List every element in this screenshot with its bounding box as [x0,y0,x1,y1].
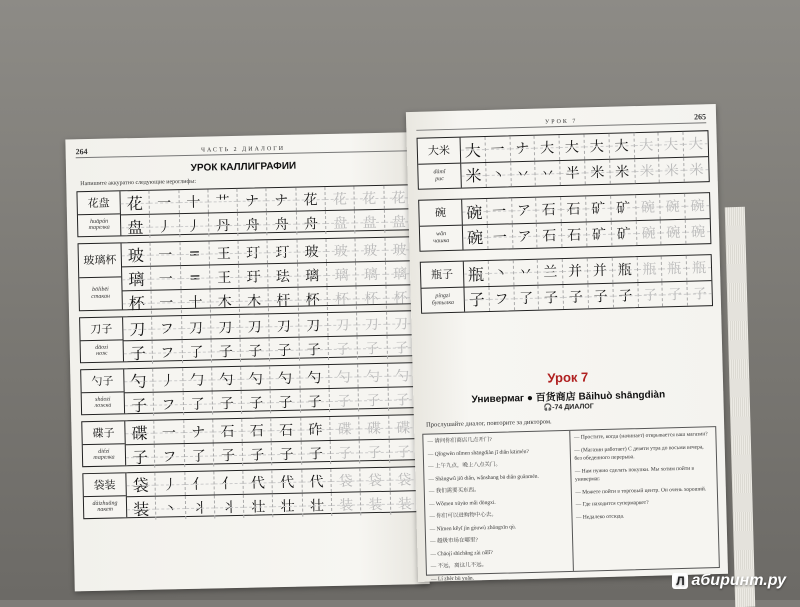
stroke-step: 子 [588,283,613,308]
stroke-step: 丿 [180,213,210,237]
tracing-character: 花 [384,185,413,209]
practice-grid [120,185,413,238]
stroke-step: 一 [151,266,181,290]
tracing-character: 花 [325,186,355,210]
stroke-step: 代 [273,470,303,494]
tracing-character: 勺 [388,363,417,387]
pinyin: bōlibēi [92,286,109,294]
word-hanzi: 大米 [418,138,461,165]
tracing-character: 玻 [327,238,357,262]
tracing-character: 子 [359,388,389,412]
word-translation [81,340,123,362]
dialog-line: — Недалеко отсюда. [575,513,625,521]
stroke-step: 一 [155,420,185,444]
pinyin: sháozi [95,396,111,403]
word-hanzi: 刀子 [80,317,122,340]
model-character: 刀 [123,317,153,341]
word-translation [79,277,122,310]
stroke-step: 丿 [156,472,186,496]
stroke-step: = [180,241,210,265]
dialog-russian-column [569,427,719,571]
model-character: 大 [461,137,486,162]
tracing-character: 大 [684,131,708,156]
tracing-character: 瓶 [662,256,687,281]
watermark: Л абиринт.ру [672,572,786,590]
stroke-step: 王 [209,241,239,265]
stroke-step: ナ [267,188,297,212]
stroke-step: 并 [588,258,613,283]
stroke-step: 一 [151,242,181,266]
tracing-character: 碟 [389,415,418,439]
model-character: 碗 [463,224,488,249]
model-character: 碗 [462,199,487,224]
stroke-step: 丬 [215,495,245,519]
stroke-step: 玻 [297,239,327,263]
tracing-character: 花 [355,186,385,210]
russian-translation: нож [96,350,108,358]
tracing-character: 装 [332,492,362,516]
right-page-header [416,110,706,131]
dialog-line: — Chāojí shìchǎng zài nǎlǐ? [430,549,493,558]
tracing-character: 璃 [327,262,357,286]
stroke-step: 壮 [244,494,274,518]
tracing-character: 玻 [356,238,386,262]
tracing-character: 子 [387,335,416,359]
tracing-character: 杯 [357,286,387,310]
tracing-character: 玻 [385,237,414,261]
stroke-step: 壮 [303,493,333,517]
stroke-step: 米 [610,159,635,184]
word-translation [84,496,126,518]
tracing-character: 碗 [661,219,686,244]
stroke-step: 丹 [209,213,239,237]
calligraphy-row [82,466,420,519]
model-character: 子 [464,286,489,311]
stroke-step: = [181,265,211,289]
model-character: 璃 [122,267,152,291]
tracing-character: 米 [660,157,685,182]
model-character: 杯 [123,291,153,315]
tracing-character: 碗 [686,219,710,244]
stroke-step: 玎 [239,240,269,264]
model-character: 花 [120,191,150,215]
practice-grid [125,415,418,468]
stroke-step: 丬 [185,495,215,519]
stroke-step: 刀 [211,315,241,339]
page-number: 265 [693,112,707,122]
stroke-step: 刀 [270,314,300,338]
stroke-step: 并 [563,258,588,283]
running-head: УРОК 7 [544,118,578,126]
tracing-character: 勺 [358,364,388,388]
pinyin: diézi [98,448,110,455]
pinyin: dàizhuāng [92,500,118,507]
tracing-character: 子 [331,440,361,464]
tracing-character: 盘 [355,210,385,234]
tracing-character: 盘 [326,210,356,234]
word-column [80,317,124,362]
stroke-step: 子 [211,339,241,363]
stroke-step: 了 [182,339,212,363]
calligraphy-row [76,184,414,237]
dialog-box [422,426,720,583]
stroke-step: 石 [213,419,243,443]
stroke-step: 勺 [300,365,330,389]
stroke-step: 玎 [268,240,298,264]
stroke-step: 舟 [267,212,297,236]
right-page [406,104,728,582]
stroke-step: 矿 [586,196,611,221]
stroke-step: 一 [150,190,180,214]
dialog-line: — (Магазин работает) С девяти утра до восьми вечера, без обеденного перерыва. [574,443,704,462]
tracing-character: 盘 [385,209,414,233]
dialog-line: — Wǒmen xūyào mǎi dōngxi. [429,499,496,508]
stroke-step: 矿 [612,221,637,246]
stroke-step: 勺 [212,367,242,391]
stroke-step: 大 [584,134,609,159]
word-column [79,243,123,310]
stroke-step: 十 [179,190,209,214]
stroke-step: 一 [488,224,513,249]
dialog-line: — Нам нужно сделать покупки. Мы хотим пойти в универмаг. [574,465,695,483]
russian-translation: пакет [97,506,113,514]
tracing-character: 碗 [636,220,661,245]
stroke-step: 丶 [489,260,514,285]
stroke-step: 亻 [185,471,215,495]
left-page-header [75,138,410,158]
tracing-character: 装 [361,492,391,516]
stroke-step: 子 [272,442,302,466]
stroke-step: 艹 [208,189,238,213]
practice-grid [462,193,710,249]
dialog-line: — 你们可以进购物中心去。 [429,511,497,520]
calligraphy-row [418,192,711,252]
stroke-step: フ [155,444,185,468]
tracing-character: 子 [389,439,418,463]
stroke-step: フ [489,286,514,311]
stroke-step: フ [154,392,184,416]
practice-grid [123,311,416,364]
model-character: 子 [125,393,155,417]
stroke-step: 子 [241,338,271,362]
stroke-step: 杯 [298,287,328,311]
word-translation [83,444,125,466]
stroke-step: 王 [210,265,240,289]
stroke-step: 子 [214,443,244,467]
left-page [65,132,429,591]
stroke-step: 矿 [611,195,636,220]
labirint-logo-icon: Л [672,573,688,589]
stroke-step: 石 [242,418,272,442]
word-translation [82,392,124,414]
tracing-character: 碟 [360,416,390,440]
practice-grid [464,255,712,311]
stroke-step: 丷 [513,260,538,285]
tracing-character: 刀 [328,312,358,336]
stroke-step: 丿 [150,214,180,238]
word-column [81,369,125,414]
tracing-character: 袋 [390,467,419,491]
word-column [83,473,127,518]
tracing-character: 大 [634,132,659,157]
tracing-character: 子 [663,281,688,306]
tracing-character: 碗 [685,193,709,218]
running-head: ЧАСТЬ 2 ДИАЛОГИ [201,145,286,154]
russian-translation: тарелка [93,454,115,462]
word-translation [421,287,464,313]
calligraphy-row [417,130,710,190]
word-column [77,191,121,236]
stroke-step: 丷 [511,161,536,186]
calligraphy-row [79,310,417,363]
dialog-chinese-column [423,431,572,583]
stroke-step: 了 [184,443,214,467]
stroke-step: 大 [609,133,634,158]
tracing-character: 杯 [328,286,358,310]
section-title: УРОК КАЛЛИГРАФИИ [190,160,297,174]
tracing-character: 大 [659,132,684,157]
stroke-step: 石 [537,223,562,248]
stroke-step: 代 [302,469,332,493]
tracing-character: 子 [388,387,417,411]
stroke-step: 丷 [536,161,561,186]
stroke-step: 子 [270,338,300,362]
stroke-step: 米 [585,159,610,184]
model-character: 装 [127,497,157,521]
open-book [40,92,730,587]
stroke-step: ア [512,198,537,223]
stroke-step: ア [512,223,537,248]
practice-grid [461,131,709,187]
model-character: 勺 [124,369,154,393]
russian-translation: рис [435,175,445,183]
stroke-step: 了 [183,391,213,415]
stroke-step: 砟 [301,417,331,441]
stroke-step: 子 [242,390,272,414]
tracing-character: 袋 [361,468,391,492]
model-character: 袋 [126,473,156,497]
stroke-step: 勺 [241,366,271,390]
tracing-character: 瓶 [687,255,711,280]
stroke-step: 勹 [183,367,213,391]
stroke-step: 十 [181,289,211,313]
stroke-step: 木 [210,289,240,313]
word-column [418,138,462,189]
stroke-step: 刀 [240,314,270,338]
dialog-instruction: Прослушайте диалог, повторите за диктором. [425,418,552,429]
word-column [421,262,465,313]
dialog-line: — 我们需要买东西。 [428,487,480,495]
pinyin: huāpán [90,218,109,225]
tracing-character: 勺 [329,364,359,388]
tracing-character: 子 [360,440,390,464]
word-hanzi: 勺子 [81,369,123,392]
stroke-step: ナ [238,188,268,212]
practice-grid [124,363,417,416]
tracing-character: 子 [330,388,360,412]
word-translation [420,225,463,251]
dialog-line: — Lí zhèr bù yuǎn. [431,575,475,583]
dialog-line: — Простите, когда (начинает) открывается ваш магазин? [573,431,708,441]
tracing-character: 璃 [386,261,415,285]
model-character: 瓶 [464,261,489,286]
dialog-line: — 超级市场在哪里? [430,537,478,545]
word-hanzi: 碗 [419,200,462,227]
tracing-character: 碗 [660,194,685,219]
stroke-step: 子 [243,442,273,466]
word-column [419,200,463,251]
dialog-line: — Qǐngwèn nǐmen shāngdiàn jǐ diǎn kāimén? [427,448,529,458]
stroke-step: 子 [299,337,329,361]
dialog-line: — Можете пойти в торговый центр. Он очень хороший. [575,485,707,496]
russian-translation: ложка [94,402,112,410]
stroke-step: 丶 [486,162,511,187]
practice-grid [122,237,415,314]
tracing-character: 袋 [331,468,361,492]
stroke-step: 子 [564,284,589,309]
stroke-step: フ [152,316,182,340]
model-character: 盘 [121,215,151,239]
word-hanzi: 玻璃杯 [79,243,122,277]
stroke-step: 一 [485,136,510,161]
stroke-step: 花 [296,187,326,211]
stroke-step: 一 [487,198,512,223]
stroke-step: 壮 [273,494,303,518]
word-translation [78,214,120,236]
stroke-step: ナ [184,419,214,443]
pinyin: dāozi [95,344,109,351]
stroke-step: 石 [562,222,587,247]
dialog-line: — Nǐmen kěyǐ jìn gòuwù zhōngxīn qù. [429,523,517,533]
calligraphy-row [78,236,416,314]
stroke-step: 刀 [299,313,329,337]
word-column [82,421,126,466]
russian-translation: чашка [433,237,450,245]
tracing-character: 碗 [636,194,661,219]
russian-translation: бутылка [431,299,455,307]
stroke-step: ナ [510,136,535,161]
dialog-line: — 请问你们商店几点开门? [427,436,492,445]
stroke-step: 瓶 [613,257,638,282]
instruction-text: Напишите аккуратно следующие иероглифы: [80,178,197,188]
stroke-step: 石 [561,196,586,221]
lesson-label: Урок 7 [547,369,589,386]
stroke-step: 刀 [182,315,212,339]
tracing-character: 碟 [330,416,360,440]
model-character: 碟 [125,421,155,445]
stroke-step: 丶 [156,496,186,520]
tracing-character: 刀 [387,311,416,335]
dialog-line: — Shàngwǔ jiǔ diǎn, wǎnshang bā diǎn guānmén. [428,473,539,483]
stroke-step: 勺 [271,366,301,390]
stroke-step: 舟 [238,212,268,236]
pinyin: wǎn [435,231,447,238]
stroke-step: 丿 [153,368,183,392]
dialog-line: — 不远，离这儿不远。 [430,562,488,570]
stroke-step: 矿 [587,221,612,246]
model-character: 玻 [122,243,152,267]
stroke-step: 杆 [269,288,299,312]
stroke-step: 子 [613,283,638,308]
tracing-character: 子 [638,282,663,307]
stroke-step: 子 [271,390,301,414]
tracing-character: 子 [358,336,388,360]
model-character: 子 [124,341,154,365]
stroke-step: 木 [240,288,270,312]
headphones-icon: 🎧 [543,404,553,412]
audio-track-label: 🎧-74 ДИАЛОГ [543,403,594,412]
tracing-character: 子 [688,281,712,306]
tracing-character: 杯 [386,285,415,309]
tracing-character: 瓶 [637,256,662,281]
word-translation [418,163,461,189]
dialog-line: — 上午九点，晚上八点关门。 [428,461,502,470]
stroke-step: 子 [213,391,243,415]
tracing-character: 刀 [357,312,387,336]
russian-translation: стакан [91,293,111,300]
tracing-character: 子 [329,336,359,360]
practice-grid [126,467,419,520]
lesson-subtitle: Универмаг ● 百货商店 Bǎihuò shāngdiàn [471,389,666,406]
stroke-step: フ [153,340,183,364]
pinyin: dàmǐ [433,169,446,176]
model-character: 米 [461,162,486,187]
stroke-step: 石 [272,418,302,442]
tracing-character: 米 [684,157,708,182]
calligraphy-row [80,362,418,415]
stroke-step: 半 [560,160,585,185]
russian-translation: тарелка [88,224,110,232]
stroke-step: 子 [300,389,330,413]
stroke-step: 子 [302,441,332,465]
calligraphy-row [420,254,713,314]
stroke-step: 玗 [239,264,269,288]
tracing-character: 璃 [356,262,386,286]
stroke-step: 舟 [297,211,327,235]
stroke-step: 兰 [538,259,563,284]
stroke-step: 子 [539,285,564,310]
pinyin: píngzi [435,293,451,300]
stroke-step: 了 [514,285,539,310]
stroke-step: 大 [535,135,560,160]
stroke-step: 石 [537,197,562,222]
stroke-step: 璃 [298,263,328,287]
tracing-character: 装 [390,491,419,515]
stroke-step: 珐 [268,264,298,288]
word-hanzi: 袋装 [83,473,125,496]
page-number: 264 [75,147,88,157]
tracing-character: 米 [635,158,660,183]
word-hanzi: 碟子 [82,421,124,444]
stroke-step: 大 [560,134,585,159]
stroke-step: 一 [152,290,182,314]
stroke-step: 亻 [214,471,244,495]
word-hanzi: 花盘 [77,191,119,214]
model-character: 子 [126,445,156,469]
stroke-step: 代 [244,470,274,494]
word-hanzi: 瓶子 [421,262,464,289]
calligraphy-row [81,414,419,467]
dialog-line: — Где находится супермаркет? [575,499,649,508]
